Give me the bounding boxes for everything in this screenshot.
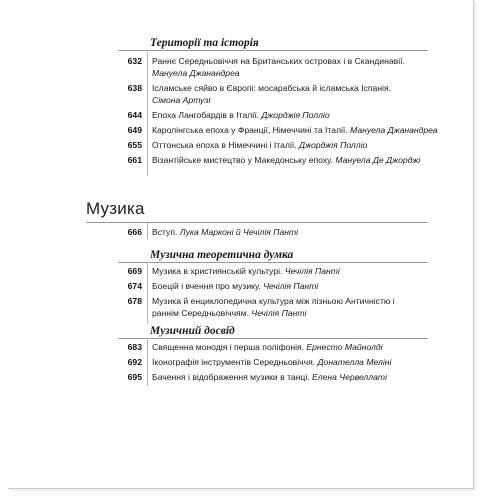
page-number: 655 bbox=[127, 140, 142, 150]
entry-text bbox=[152, 83, 442, 106]
page-number: 692 bbox=[127, 357, 142, 367]
section-rule bbox=[118, 50, 428, 51]
entry-title: Музика в християнській культурі. bbox=[152, 266, 283, 276]
entry-author: Мануела Джанандреа bbox=[152, 67, 240, 78]
entry-text bbox=[152, 281, 442, 293]
page-number: 695 bbox=[127, 372, 142, 382]
page-number: 649 bbox=[127, 125, 142, 135]
entry-text bbox=[152, 372, 442, 384]
toc-entry bbox=[118, 140, 448, 152]
entry-text bbox=[152, 140, 442, 152]
page-number: 632 bbox=[127, 56, 142, 66]
section-title: Музичний досвід bbox=[150, 325, 235, 337]
toc-entry bbox=[118, 372, 448, 384]
entry-author: Джорджія Полліо bbox=[299, 140, 368, 150]
toc-entry bbox=[118, 266, 448, 278]
page-number: 661 bbox=[127, 155, 142, 165]
toc-entry bbox=[118, 296, 448, 320]
toc-block bbox=[118, 262, 438, 324]
entry-text bbox=[152, 110, 442, 122]
toc-entry bbox=[118, 357, 448, 369]
entry-text bbox=[152, 56, 442, 79]
book-page bbox=[8, 0, 474, 489]
toc-block bbox=[118, 52, 438, 176]
toc-entry bbox=[118, 281, 448, 293]
entry-author: Лука Марконі й Чечілія Панті bbox=[179, 227, 299, 237]
entry-text bbox=[152, 155, 442, 167]
section-title: Музична теоретична думка bbox=[150, 249, 294, 261]
entry-title: Ісламське сяйво в Європі: мосарабська й ісламська Іспанія. bbox=[152, 83, 392, 93]
entry-text bbox=[152, 227, 442, 239]
toc-entry bbox=[118, 342, 448, 354]
toc-entry bbox=[118, 125, 448, 137]
entry-title: Каролінгська епоха у Франції, Німеччині та Італії. bbox=[152, 125, 348, 135]
page-number: 678 bbox=[127, 296, 142, 306]
page-number: 638 bbox=[127, 83, 142, 93]
entry-title: Вступ. bbox=[152, 227, 178, 237]
entry-text bbox=[152, 357, 442, 369]
entry-text bbox=[152, 342, 442, 354]
toc-entry bbox=[118, 155, 448, 167]
entry-author: Донателла Меліні bbox=[317, 357, 392, 367]
toc-entry bbox=[118, 110, 448, 122]
entry-author: Мануела Джанандреа bbox=[350, 125, 438, 135]
entry-author: Сімона Артузі bbox=[152, 94, 211, 105]
entry-author: Ернесто Майнолді bbox=[306, 342, 383, 352]
entry-author: Чечілія Панті bbox=[284, 266, 340, 276]
entry-title: Музика й енциклопедична культура між пізньою Античністю і раннім Середньовіччям. bbox=[152, 296, 395, 318]
entry-text bbox=[152, 266, 442, 278]
entry-title: Священна монодія і перша поліфонія. bbox=[152, 342, 305, 352]
toc-entry bbox=[118, 56, 448, 80]
page-number: 683 bbox=[127, 342, 142, 352]
part-title: Музика bbox=[86, 199, 145, 218]
page-number: 669 bbox=[127, 266, 142, 276]
toc-entry bbox=[118, 83, 448, 107]
entry-title: Раннє Середньовіччя на Британських островах і в Скандинавії. bbox=[152, 56, 405, 66]
entry-title: Епоха Лангобардів в Італії. bbox=[152, 110, 259, 120]
entry-author: Чечілія Панті bbox=[251, 307, 307, 318]
entry-title: Візантійське мистецтво у Македонську епоху. bbox=[152, 155, 333, 165]
entry-title: Оттонська епоха в Німеччині і Італії. bbox=[152, 140, 297, 150]
toc-entry bbox=[118, 227, 448, 239]
page-number: 644 bbox=[127, 110, 142, 120]
entry-text bbox=[152, 125, 442, 137]
page-number: 674 bbox=[127, 281, 142, 291]
toc-block bbox=[118, 338, 438, 386]
toc-block bbox=[118, 223, 438, 239]
entry-author: Елена Червеллаті bbox=[312, 372, 387, 382]
entry-author: Чечілія Панті bbox=[263, 281, 319, 291]
entry-author: Мануела Де Джорджі bbox=[335, 155, 421, 165]
entry-text bbox=[152, 296, 414, 319]
entry-author: Джорджія Полліо bbox=[261, 110, 330, 120]
entry-title: Боецій і вчення про музику. bbox=[152, 281, 261, 291]
entry-title: Іконографія інструментів Середньовіччя. bbox=[152, 357, 316, 367]
section-title: Території та історія bbox=[150, 37, 259, 49]
page-number: 666 bbox=[127, 227, 142, 237]
entry-title: Бачення і відображення музики в танці. bbox=[152, 372, 310, 382]
